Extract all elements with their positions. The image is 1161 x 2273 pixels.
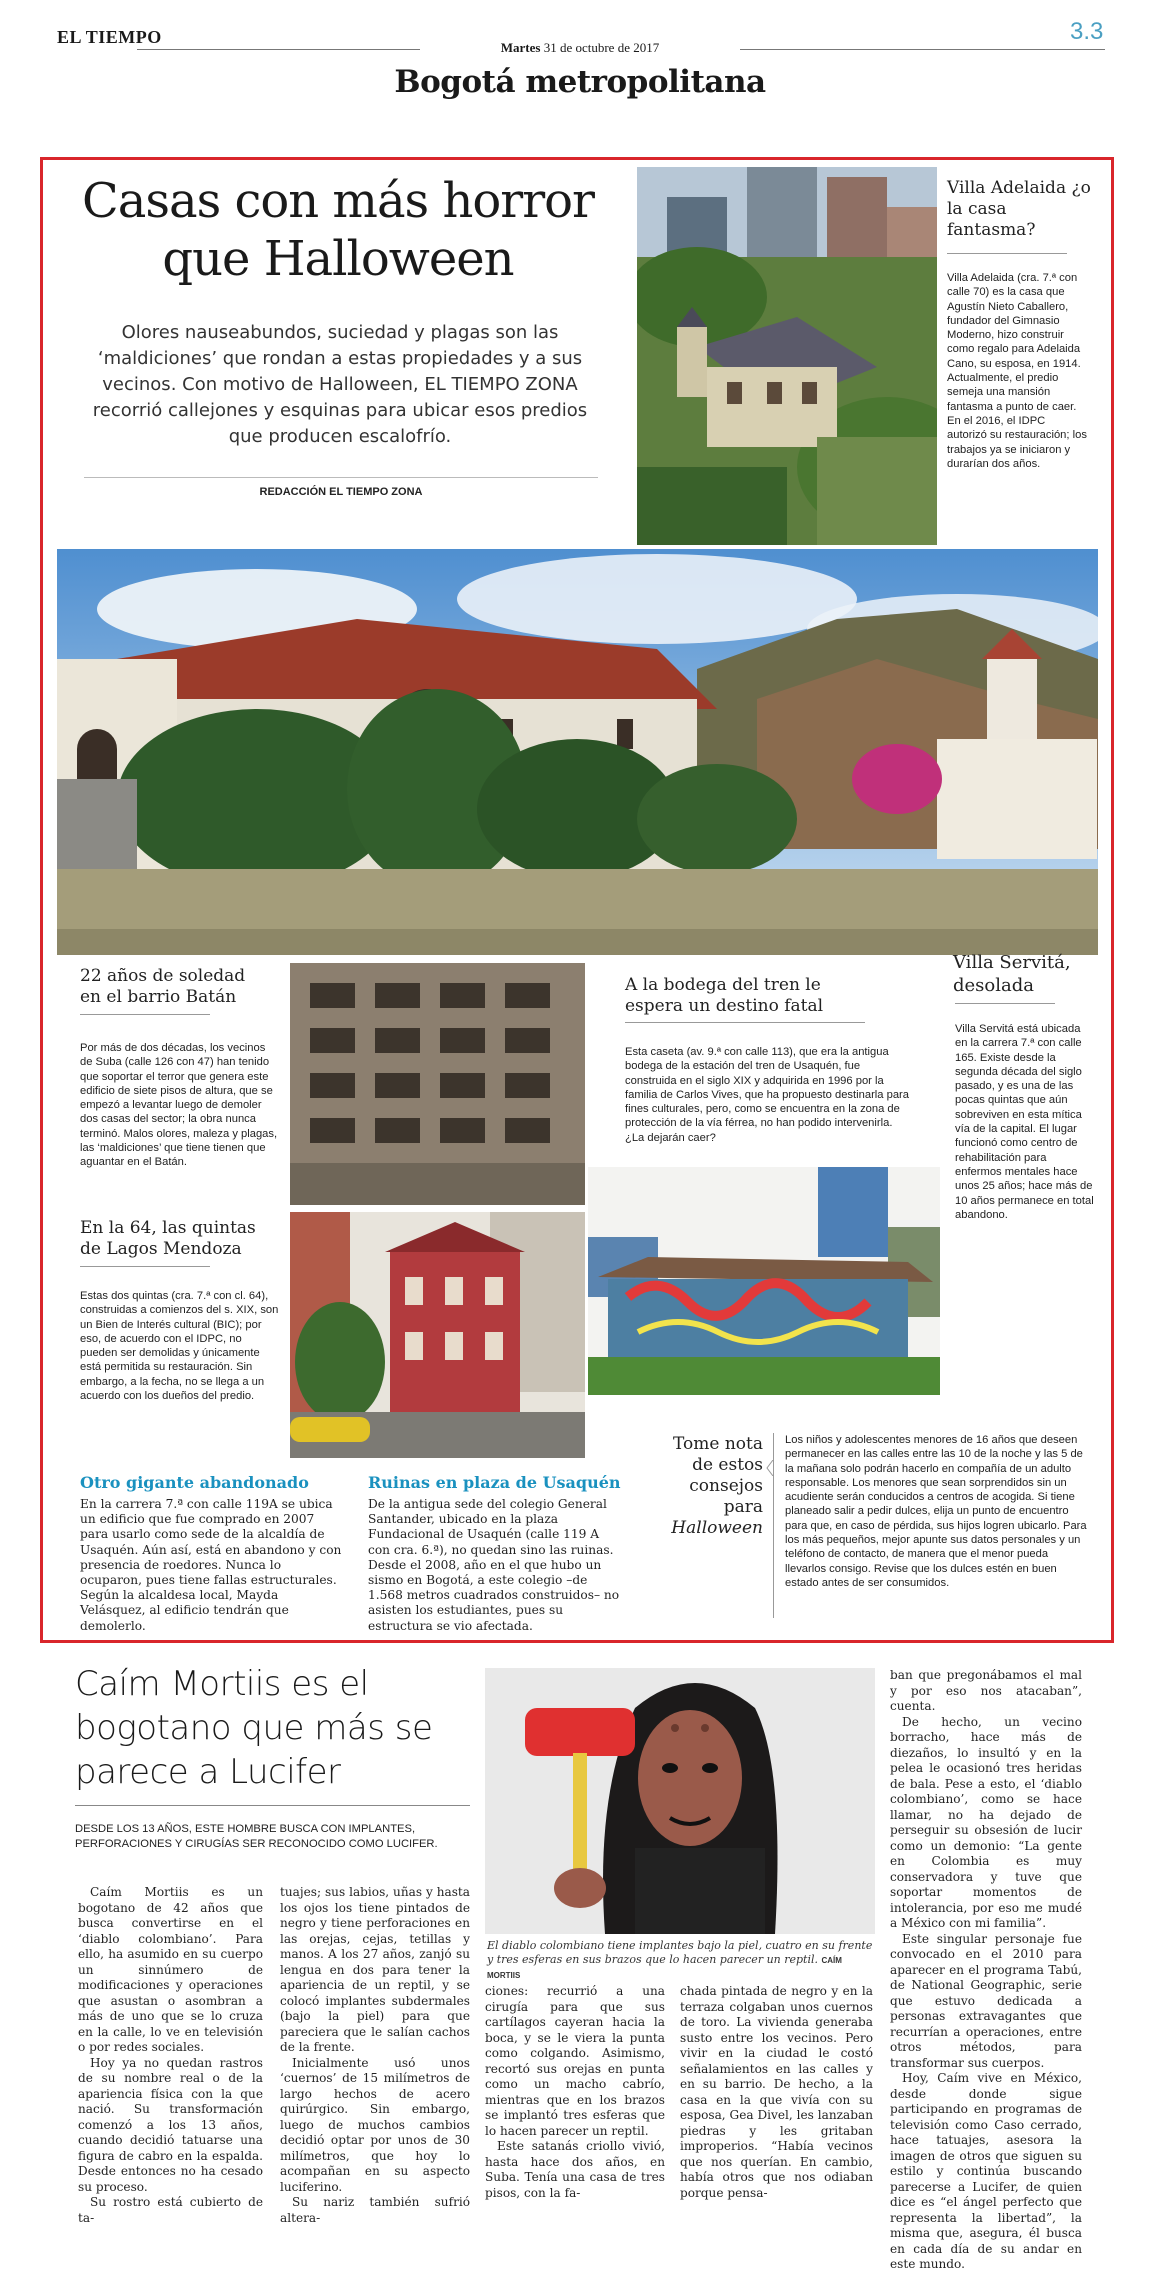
caim-rule: [75, 1805, 470, 1806]
issue-weekday: Martes: [500, 40, 541, 55]
paragraph: Su nariz también sufrió altera-: [280, 2195, 470, 2225]
caim-column-3: [485, 1984, 665, 2201]
caim-headline: Caím Mortiis es el bogotano que más se parece a Lucifer: [75, 1664, 433, 1792]
paragraph: Caím Mortiis es un bogotano de 42 años que busca convertirse en el ‘diablo colombiano’. Para ello, ha asumido en su cuerpo un sinnúmero de modificaciones y operaciones que asustan o asombran a más de uno que se lo cruza en la calle, lo ve en televisión o por redes sociales.: [78, 1885, 263, 2054]
tips-text: Los niños y adolescentes menores de 16 años que deseen permanecer en las calles entre las 10 de la noche y las 5 de la mañana solo podrán hacerlo en compañía de un adulto responsable. Los menores que sean sorprendidos sin un acudiente serán conducidos a centros de acogida. Si tiene planeado salir a pedir dulces, elija un punto de encuentro para que, en caso de pérdida, sus hijos logren ubicarlo. Para los más pequeños, mejor apunte sus datos personales y un teléfono de contacto, de manera que el menor pueda llevarlos consigo. Revise que los dulces estén en buen estado antes de ser consumidos.: [785, 1434, 1087, 1589]
caim-column-5: [890, 1668, 1082, 2273]
tips-label: [655, 1434, 763, 1539]
adelaida-rule: [947, 253, 1067, 254]
paragraph: Este satanás criollo vivió, hasta hace dos años, en Suba. Tenía una casa de tres pisos, con la fa-: [485, 2139, 665, 2200]
photo-credit: CAÍM MORTIIS: [487, 1956, 842, 1980]
caim-column-4: [680, 1984, 873, 2201]
caim-mortiis-photo: [485, 1668, 875, 1934]
usaquen-heading: Ruinas en plaza de Usaquén: [368, 1473, 621, 1492]
servita-heading: Villa Servitá, desolada: [953, 952, 1071, 996]
paragraph: ban que pregonábamos el mal y por eso nos atacaban”, cuenta.: [890, 1668, 1082, 1713]
feature-byline: REDACCIÓN EL TIEMPO ZONA: [259, 486, 423, 498]
usaquen-text: De la antigua sede del colegio General Santander, ubicado en la plaza Fundacional de Usaquén (calle 119 A con cra. 6.ª), no quedan sino las ruinas. Desde el 2008, año en el que hubo un sismo en Bogotá, a este colegio –de 1.568 metros cuadrados construidos– no asisten los estudiantes, pues su estructura se vio afectada.: [368, 1497, 620, 1633]
lagos-text: Estas dos quintas (cra. 7.ª con cl. 64), construidas a comienzos del s. XIX, son un Bien de Interés cultural (BIC); por eso, de acuerdo con el IDPC, no pueden ser demolidas y únicamente está permitida su restauración. Sin embargo, a la fecha, no se llega a un acuerdo con los dueños del predio.: [80, 1290, 279, 1403]
gigante-heading: Otro gigante abandonado: [80, 1473, 309, 1492]
issue-date: [420, 40, 740, 56]
newspaper-logo: EL TIEMPO: [57, 27, 162, 47]
tips-pointer-icon: [766, 1460, 774, 1476]
villa-adelaida-photo: [637, 167, 937, 545]
photo-caption: [487, 1939, 877, 1983]
paragraph: Hoy, Caím vive en México, desde donde sigue participando en programas de televisión como Caso cerrado, hace tatuajes, asesora la imagen de otros que siguen su estilo y continúa buscando parecerse a Lucifer, de quien dice es “el ángel perfecto que representa la libertad”, la misma que, asegura, él busca en cada día de su andar en este mundo.: [890, 2071, 1082, 2271]
issue-date-text: 31 de octubre de 2017: [543, 40, 660, 55]
adelaida-text: Villa Adelaida (cra. 7.ª con calle 70) es la casa que Agustín Nieto Caballero, fundador del Gimnasio Moderno, hizo construir como regalo para Adelaida Cano, su esposa, en 1914. Actualmente, el predio semeja una mansión fantasma a punto de caer. En el 2016, el IDPC autorizó su restauración; los trabajos ya se iniciaron y durarían dos años.: [947, 272, 1087, 470]
paragraph: Su rostro está cubierto de ta-: [78, 2195, 263, 2225]
tips-label-italic: Halloween: [671, 1518, 763, 1538]
paragraph: chada pintada de negro y en la terraza colgaban unos cuernos de toro. La vivienda generaba susto entre los vecinos. Pero vivir en la ciudad le costó señalamientos en las calles y en su barrio. De hecho, a la casa en la que vivía con su esposa, Gea Divel, les lanzaban piedras y les gritaban improperios. “Había vecinos que nos querían. En cambio, había otros que nos odiaban porque pensa-: [680, 1984, 873, 2200]
paragraph: Inicialmente usó unos ‘cuernos’ de 15 milímetros de largo hechos de acero quirúrgico. Sin embargo, luego de muchos cambios decidió optar por unos de 30 milímetros, que hoy lo acompañan en su aspecto luciferino.: [280, 2055, 470, 2194]
caim-column-1: [78, 1885, 263, 2226]
servita-text: Villa Servitá está ubicada en la carrera 7.ª con calle 165. Existe desde la segunda década del siglo pasado, y es una de las pocas quintas que aún sobreviven en esta mítica vía de la capital. El lugar funcionó como centro de rehabilitación para enfermos mentales hace unos 25 años; hace más de 10 años permanece en total abandono.: [955, 1023, 1094, 1221]
batan-building-photo: [290, 963, 585, 1205]
paragraph: tuajes; sus labios, uñas y hasta los ojos los tiene pintados de negro y tiene perforaciones en las orejas, cejas, tetillas y manos. A los 27 años, zanjó su lengua en dos para tener la apariencia de un reptil, y se colocó implantes subdermales (bajo la piel) para que pareciera que le salían cachos de la frente.: [280, 1885, 470, 2054]
villa-servita-photo: [57, 549, 1098, 955]
batan-text: Por más de dos décadas, los vecinos de Suba (calle 126 con 47) han tenido que soportar el terror que genera este edificio de siete pisos de altura, que se empezó a levantar luego de demoler dos casas del sector; la obra nunca terminó. Malos olores, maleza y plagas, las ‘maldiciones’ que tiene tienen que aguantar en el Batán.: [80, 1042, 278, 1169]
feature-headline: Casas con más horror que Halloween: [81, 173, 594, 287]
lagos-heading: En la 64, las quintas de Lagos Mendoza: [80, 1218, 256, 1259]
caim-deck: DESDE LOS 13 AÑOS, ESTE HOMBRE BUSCA CON IMPLANTES, PERFORACIONES Y CIRUGÍAS SER RECONOCIDO COMO LUCIFER.: [75, 1823, 438, 1850]
page-number: 3.3: [1070, 18, 1104, 45]
bodega-heading: A la bodega del tren le espera un destino fatal: [625, 975, 824, 1016]
byline-rule: [84, 477, 598, 478]
paragraph: Hoy ya no quedan rastros de su nombre real o de la apariencia física con la que nació. Su transformación comenzó a los 13 años, cuando decidió tatuarse una figura de cabro en la espalda. Desde entonces no ha cesado su proceso.: [78, 2055, 263, 2194]
lagos-rule: [80, 1266, 210, 1267]
tips-label-text: Tome nota de estos consejos para: [673, 1434, 763, 1517]
lagos-mendoza-photo: [290, 1212, 585, 1458]
batan-rule: [80, 1014, 210, 1015]
adelaida-heading: Villa Adelaida ¿o la casa fantasma?: [947, 178, 1091, 240]
caption-text: El diablo colombiano tiene implantes bajo la piel, cuatro en su frente y tres esferas en sus brazos que lo hacen parecer un reptil.: [487, 1939, 873, 1966]
paragraph: De hecho, un vecino borracho, hace más de diezaños, lo insultó y en la pelea le ocasionó tres heridas de bala. Pese a esto, el ‘diablo colombiano’, como se hace llamar, no ha dejado de perseguir su obsesión de lucir como un demonio: “La gente en Colombia es muy conservadora y tuve que soportar momentos de intolerancia, por eso me mudé a México con mi familia”.: [890, 1714, 1082, 1930]
servita-rule: [955, 1003, 1055, 1004]
paragraph: Este singular personaje fue convocado en el 2010 para aparecer en el programa Tabú, de National Geographic, serie que estuvo dedicada a personas extravagantes que recurrían a operaciones, entre otros métodos, para transformar sus cuerpos.: [890, 1931, 1082, 2070]
section-title: Bogotá metropolitana: [394, 64, 766, 100]
paragraph: ciones: recurrió a una cirugía para que sus cartílagos cayeran hacia la boca, y se le viera la punta como colgando. Asimismo, recortó sus orejas en punta como un macho cabrío, mientras que en los brazos se implantó tres esferas que lo hacen parecer un reptil.: [485, 1984, 665, 2138]
bodega-tren-photo: [588, 1167, 940, 1395]
bodega-text: Esta caseta (av. 9.ª con calle 113), que era la antigua bodega de la estación del tren de Usaquén, fue construida en el siglo XIX y adquirida en 1996 por la familia de Carlos Vives, que ha propuesto destinarla para fines culturales, pero, como se encuentra en la zona de protección de la vía férrea, no han podido intervenirla. ¿La dejarán caer?: [625, 1046, 909, 1144]
bodega-rule: [625, 1022, 865, 1023]
batan-heading: 22 años de soledad en el barrio Batán: [80, 966, 246, 1007]
caim-column-2: [280, 1885, 470, 2226]
gigante-text: En la carrera 7.ª con calle 119A se ubica un edificio que fue comprado en 2007 para usarlo como sede de la alcaldía de Usaquén. Aún así, está en abandono y con presencia de roedores. Nunca lo ocuparon, pues tiene fallas estructurales. Según la alcaldesa local, Mayda Velásquez, al edificio tendrán que demolerlo.: [80, 1497, 342, 1633]
feature-deck: Olores nauseabundos, suciedad y plagas son las ‘maldiciones’ que rondan a estas propiedades y a sus vecinos. Con motivo de Halloween, EL TIEMPO ZONA recorrió callejones y esquinas para ubicar esos predios que producen escalofrío.: [92, 322, 588, 447]
